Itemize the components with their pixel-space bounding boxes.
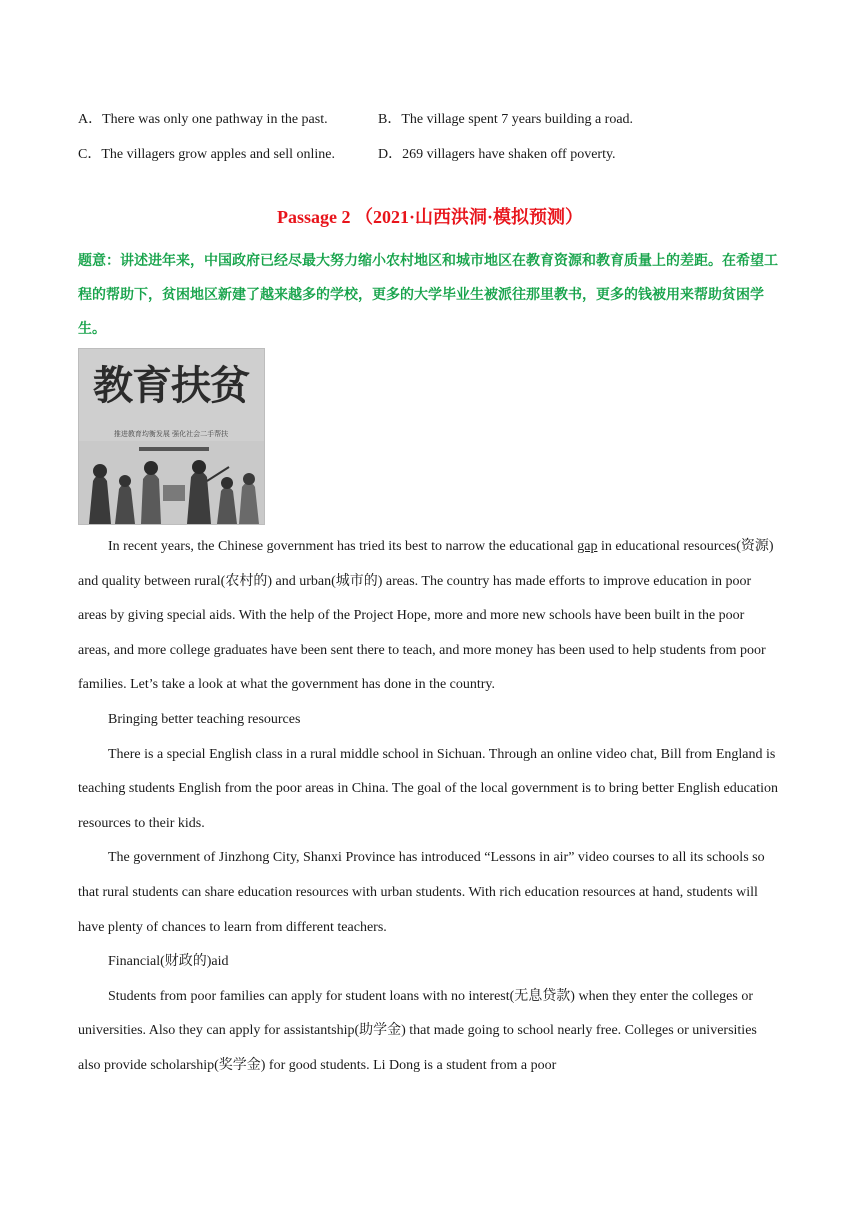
passage-body <box>78 530 778 1084</box>
poster-illustration <box>79 441 264 524</box>
option-b: B．The village spent 7 years building a road. <box>378 112 634 127</box>
option-c: C．The villagers grow apples and sell online. <box>78 147 335 162</box>
paragraph-4: Students from poor families can apply for student loans with no interest(无息贷款) when they enter the colleges or universities. Also they can apply for assistantship(助学金) that made going to school nearly free. Colleges or universities also provide scholarship(奖学金) for good students. Li Dong is a student from a poor <box>78 988 757 1073</box>
section-heading-financial-aid: Financial(财政的)aid <box>108 954 229 970</box>
paragraph-2: There is a special English class in a rural middle school in Sichuan. Through an online video chat, Bill from England is teaching students English from the poor areas in China. The goal of the local government is to bring better English education resources to their kids. <box>78 746 778 831</box>
passage-summary: 题意：讲述进年来，中国政府已经尽最大努力缩小农村地区和城市地区在教育资源和教育质量上的差距。在希望工程的帮助下，贫困地区新建了越来越多的学校，更多的大学毕业生被派往那里教书，更多的钱被用来帮助贫困学生。 <box>78 253 778 337</box>
poster-title: 教育扶贫 <box>93 362 249 409</box>
poster-subtitle: 推进教育均衡发展 强化社会二手帮扶 <box>113 430 229 438</box>
paragraph-1: In recent years, the Chinese government has tried its best to narrow the educational gap in educational resources(资源) and quality between rural(农村的) and urban(城市的) areas. The country has made efforts to improve education in poor areas by giving special aids. With the help of the Project Hope, more and more new schools have been built in the poor areas, and more college graduates have been sent there to teach, and more money has been used to help students from poor families. Let’s take a look at what the government has done in the country. <box>78 539 774 693</box>
passage-title: Passage 2 （2021·山西洪洞·模拟预测） <box>277 207 583 227</box>
paragraph-3: The government of Jinzhong City, Shanxi Province has introduced “Lessons in air” video courses to all its schools so that rural students can share education resources with urban students. With rich education resources at hand, students will have plenty of chances to learn from different teachers. <box>78 850 765 935</box>
option-d: D．269 villagers have shaken off poverty. <box>378 147 616 162</box>
poster-photo <box>78 348 265 525</box>
section-heading-teaching-resources: Bringing better teaching resources <box>108 711 301 727</box>
option-a: A．There was only one pathway in the past. <box>78 112 328 127</box>
underlined-word: gap <box>577 539 598 554</box>
